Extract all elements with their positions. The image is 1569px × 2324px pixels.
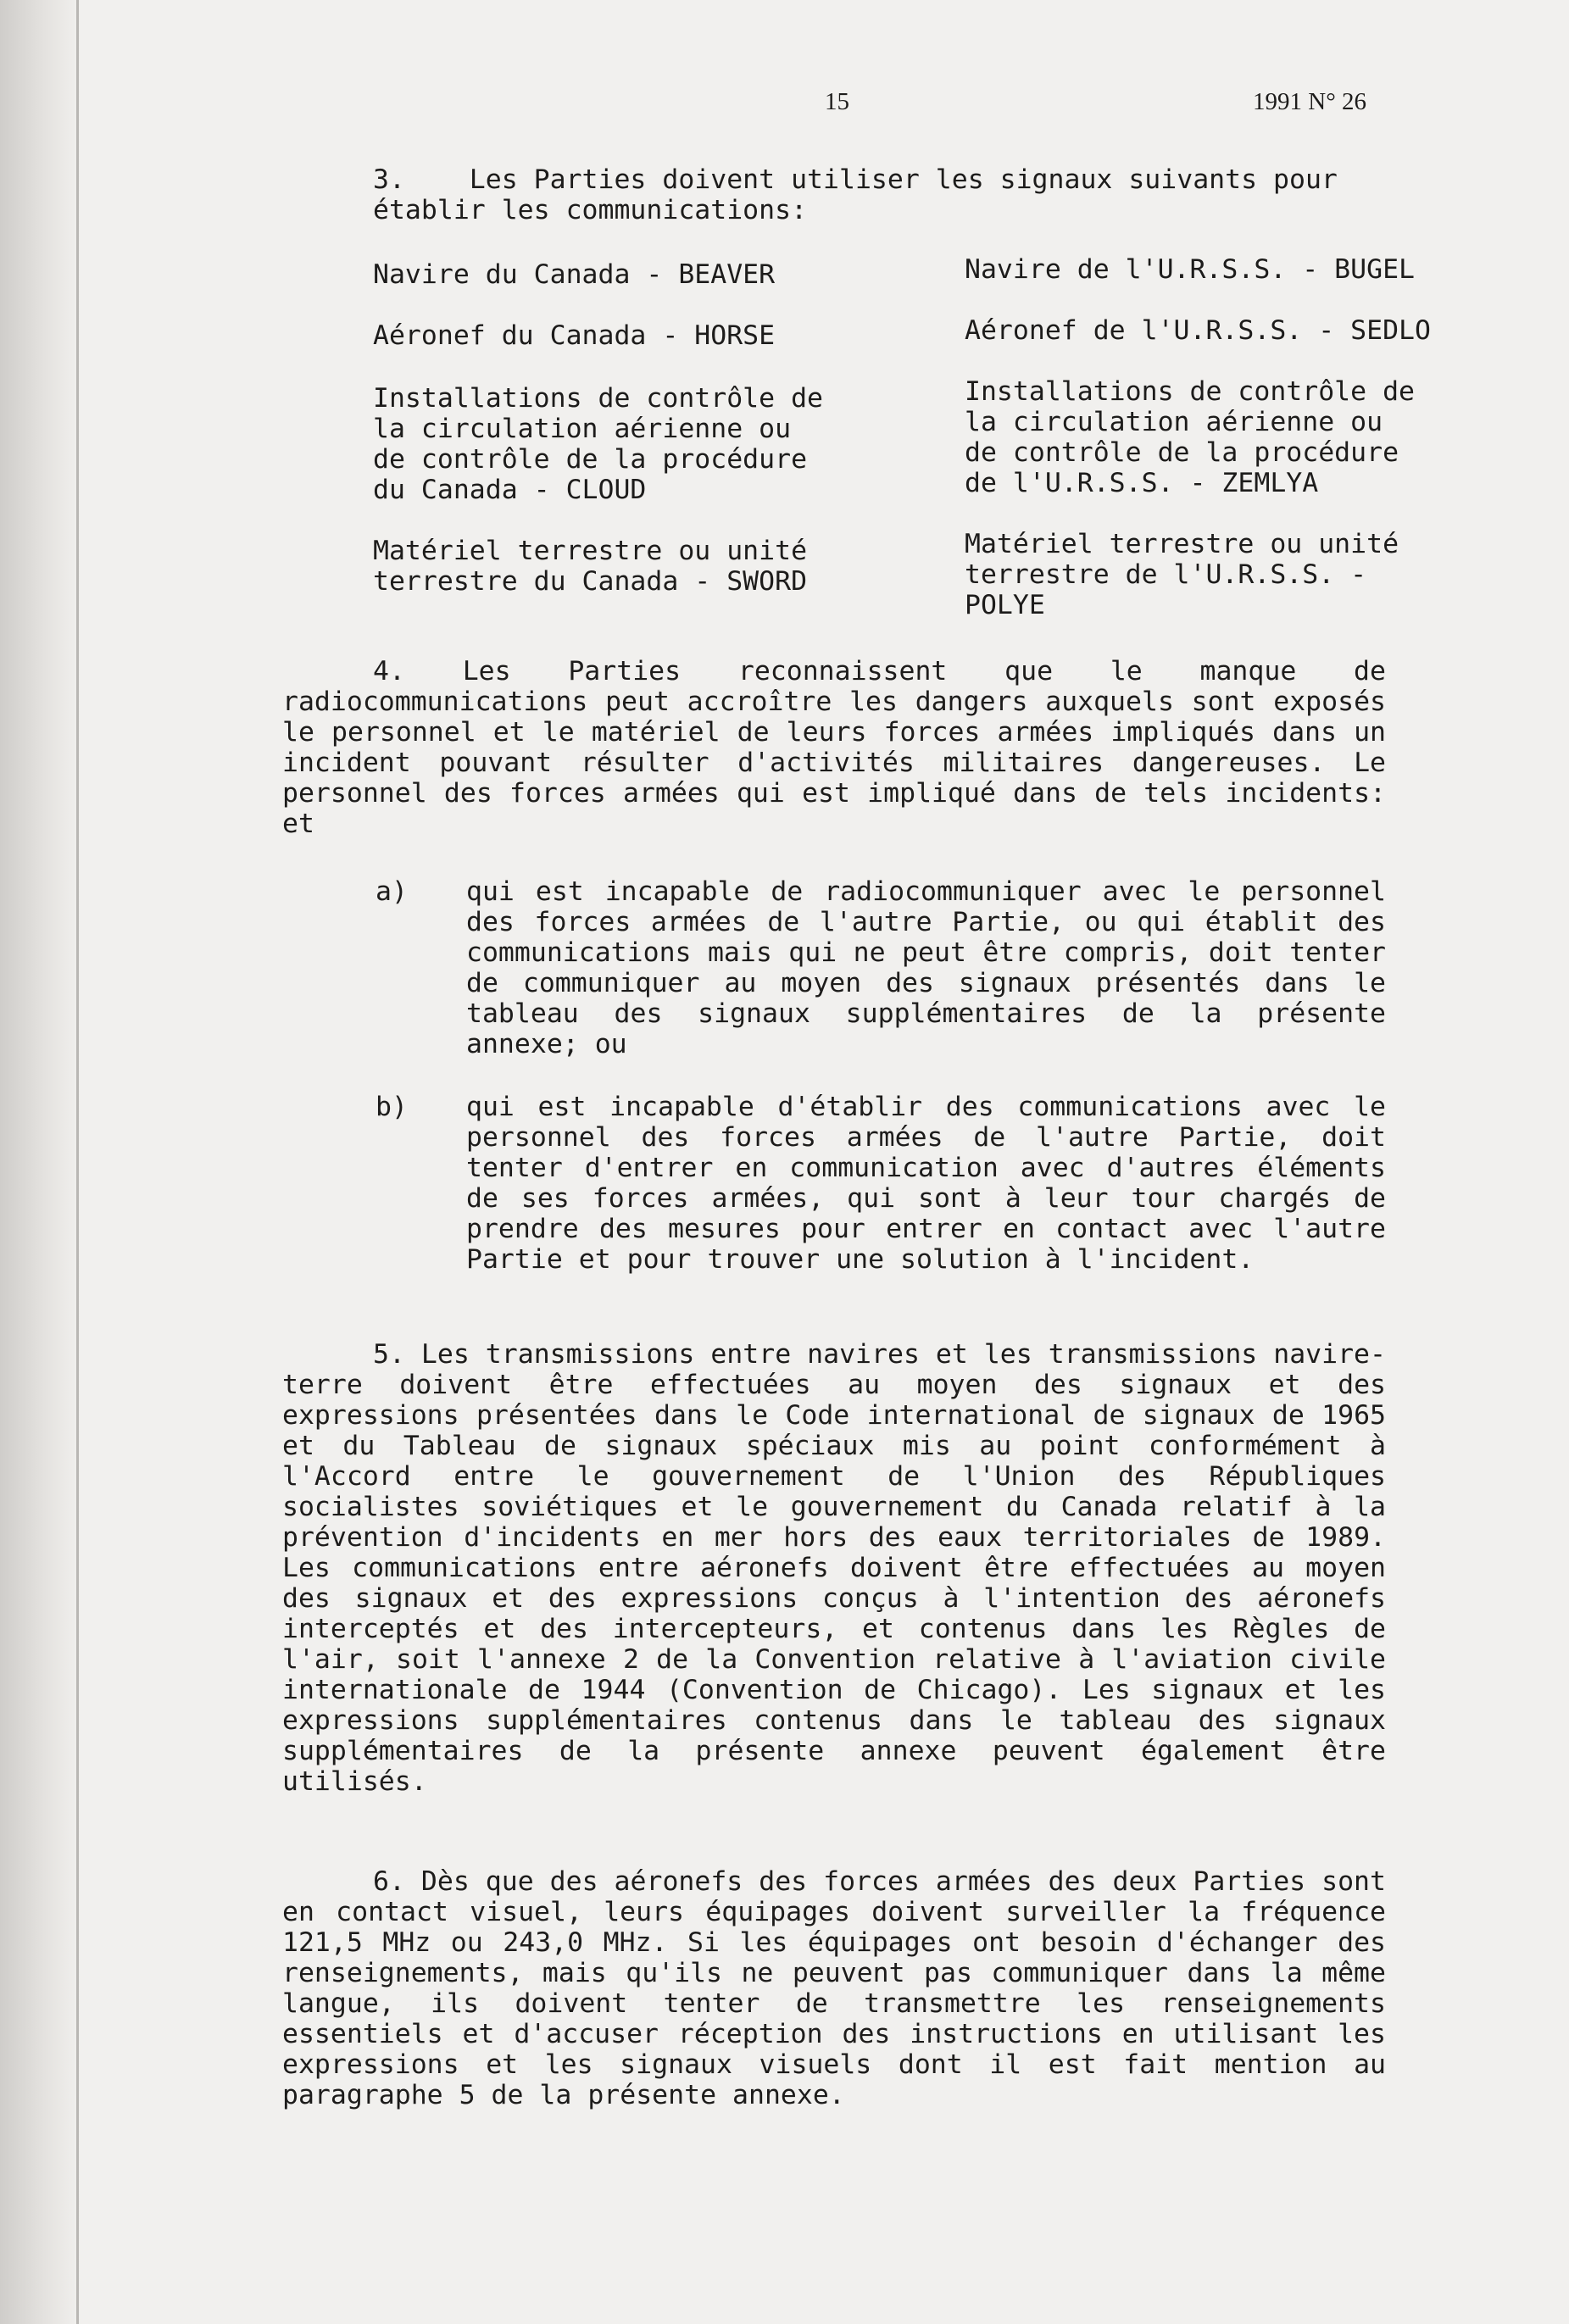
signal-canada-atc-line: Installations de contrôle de xyxy=(373,383,824,414)
item-a-text: qui est incapable de radiocommuniquer avec le personnel des forces armées de l'autre Partie, ou qui établit des communications mais qui ne peut être compris, doit tenter de communiquer au moyen des signaux présentés dans le tableau des signaux supplémentaires de la présente annexe; ou xyxy=(466,876,1386,1059)
document-reference: 1991 N° 26 xyxy=(1253,88,1367,115)
signal-ussr-ground-line: Matériel terrestre ou unité xyxy=(965,529,1399,559)
signal-canada-atc-line: la circulation aérienne ou xyxy=(373,414,792,444)
signal-ussr-ground-line: terrestre de l'U.R.S.S. - xyxy=(965,559,1367,590)
page-number: 15 xyxy=(825,88,849,115)
signal-canada-ground-line: terrestre du Canada - SWORD xyxy=(373,566,808,597)
para4-intro: 4. Les Parties reconnaissent que le manque de radiocommunications peut accroître les dangers auxquels sont exposés le personnel et le matériel de leurs forces armées impliqués dans un incident pouvant résulter d'activités militaires dangereuses. Le personnel des forces armées qui est impliqué dans de tels incidents: et xyxy=(282,656,1386,839)
signal-canada-aircraft: Aéronef du Canada - HORSE xyxy=(373,320,776,351)
para3-line1: 3. Les Parties doivent utiliser les signaux suivants pour xyxy=(373,164,1338,195)
item-b-label: b) xyxy=(376,1092,408,1122)
signal-ussr-atc-line: la circulation aérienne ou xyxy=(965,407,1383,437)
signal-ussr-aircraft: Aéronef de l'U.R.S.S. - SEDLO xyxy=(965,315,1431,346)
page-spine-shadow xyxy=(0,0,81,2324)
signal-ussr-atc-line: Installations de contrôle de xyxy=(965,376,1416,407)
signal-ussr-atc-line: de contrôle de la procédure xyxy=(965,437,1399,468)
signal-canada-ground-line: Matériel terrestre ou unité xyxy=(373,536,808,566)
signal-ussr-atc-line: de l'U.R.S.S. - ZEMLYA xyxy=(965,468,1319,498)
para3-line2: établir les communications: xyxy=(373,195,808,225)
signal-canada-atc-line: de contrôle de la procédure xyxy=(373,444,808,475)
signal-ussr-ground-line: POLYE xyxy=(965,590,1045,620)
binding-edge xyxy=(76,0,79,2324)
signal-canada-atc-line: du Canada - CLOUD xyxy=(373,475,647,505)
item-a-label: a) xyxy=(376,876,408,907)
page-header xyxy=(0,88,1569,122)
signal-canada-ship: Navire du Canada - BEAVER xyxy=(373,259,776,290)
item-b-text: qui est incapable d'établir des communications avec le personnel des forces armées de l'autre Partie, doit tenter d'entrer en communication avec d'autres éléments de ses forces armées, qui sont à leur tour chargés de prendre des mesures pour entrer en contact avec l'autre Partie et pour trouver une solution à l'incident. xyxy=(466,1092,1386,1275)
signal-ussr-ship: Navire de l'U.R.S.S. - BUGEL xyxy=(965,254,1416,285)
para6-text: 6. Dès que des aéronefs des forces armées des deux Parties sont en contact visuel, leurs équipages doivent surveiller la fréquence 121,5 MHz ou 243,0 MHz. Si les équipages ont besoin d'échanger des renseignements, mais qu'ils ne peuvent pas communiquer dans la même langue, ils doivent tenter de transmettre les renseignements essentiels et d'accuser réception des instructions en utilisant les expressions et les signaux visuels dont il est fait mention au paragraphe 5 de la présente annexe. xyxy=(282,1866,1386,2110)
para5-text: 5. Les transmissions entre navires et les transmissions navire-terre doivent être effectuées au moyen des signaux et des expressions présentées dans le Code international de signaux de 1965 et du Tableau de signaux spéciaux mis au point conformément à l'Accord entre le gouvernement de l'Union des Républiques socialistes soviétiques et le gouvernement du Canada relatif à la prévention d'incidents en mer hors des eaux territoriales de 1989. Les communications entre aéronefs doivent être effectuées au moyen des signaux et des expressions conçus à l'intention des aéronefs interceptés et des intercepteurs, et contenus dans les Règles de l'air, soit l'annexe 2 de la Convention relative à l'aviation civile internationale de 1944 (Convention de Chicago). Les signaux et les expressions supplémentaires contenus dans le tableau des signaux supplémentaires de la présente annexe peuvent également être utilisés. xyxy=(282,1339,1386,1797)
